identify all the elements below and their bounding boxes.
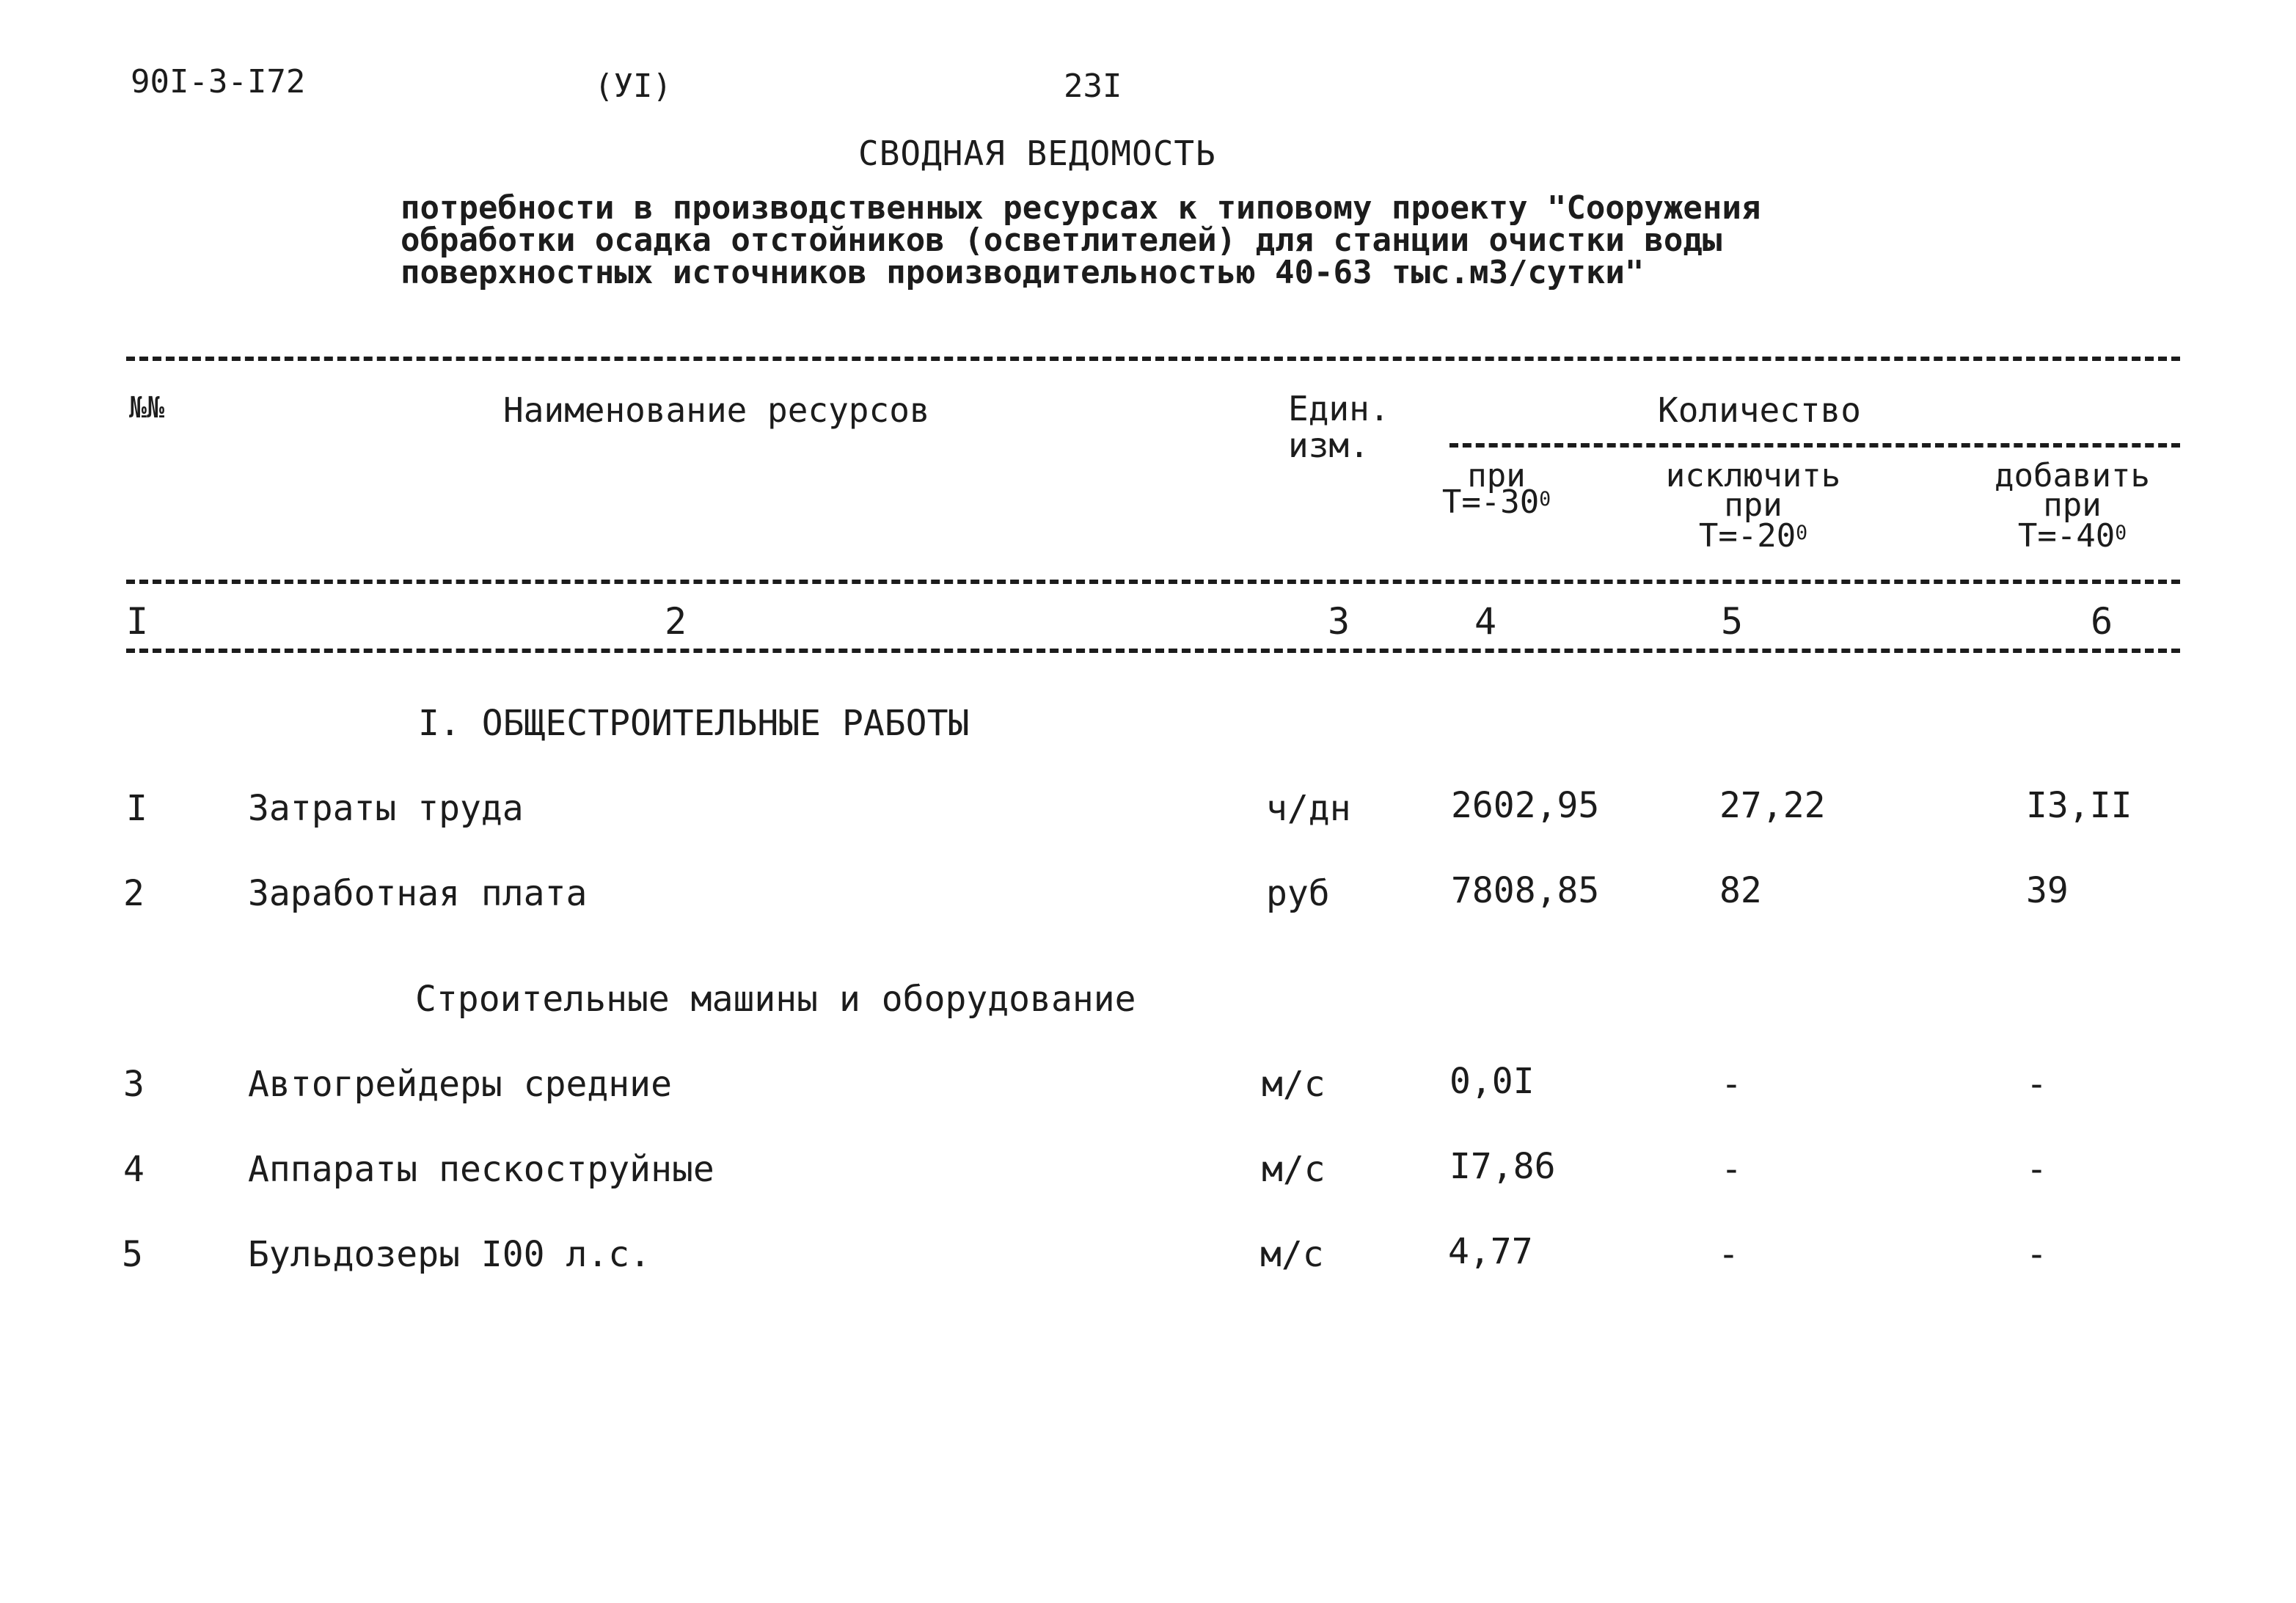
row-4-name: Аппараты пескоструйные — [248, 1149, 714, 1190]
column-number-2: 2 — [665, 600, 687, 643]
column-number-1: I — [126, 600, 149, 643]
row-5-col6: - — [2026, 1234, 2047, 1275]
column-numbers-bottom-rule — [126, 649, 2180, 653]
row-3-name: Автогрейдеры средние — [248, 1064, 672, 1105]
header-unit-line1: Един. — [1288, 389, 1390, 428]
header-quantity: Количество — [1658, 390, 1861, 430]
column-number-5: 5 — [1721, 600, 1744, 643]
subsection-title: Строительные машины и оборудование — [415, 979, 1136, 1020]
subtitle-line-3: поверхностных источников производительностью 40-63 тыс.м3/сутки" — [401, 254, 1645, 291]
row-2-name: Заработная плата — [248, 873, 588, 914]
row-1-col6: I3,II — [2026, 785, 2132, 826]
header-col5-line2: при — [1724, 486, 1783, 524]
row-4-unit: м/с — [1262, 1149, 1326, 1190]
section-mark: (УI) — [594, 67, 672, 105]
document-title: СВОДНАЯ ВЕДОМОСТЬ — [858, 134, 1216, 173]
column-number-3: 3 — [1328, 600, 1350, 643]
header-bottom-rule — [126, 580, 2180, 584]
header-number: №№ — [129, 391, 165, 425]
row-3-col6: - — [2026, 1064, 2047, 1105]
row-1-unit: ч/дн — [1266, 788, 1351, 829]
header-col6-line2: при — [2043, 486, 2102, 524]
header-col4-line1: при — [1467, 457, 1526, 494]
header-name: Наименование ресурсов — [503, 390, 930, 430]
column-number-6: 6 — [2091, 600, 2113, 643]
row-5-number: 5 — [122, 1234, 143, 1275]
header-col4-line2: $Т=-30^0$ — [1441, 483, 1551, 521]
row-5-col4: 4,77 — [1448, 1231, 1533, 1272]
section-title: I. ОБЩЕСТРОИТЕЛЬНЫЕ РАБОТЫ — [418, 703, 970, 744]
table-top-rule — [126, 357, 2180, 361]
row-3-unit: м/с — [1262, 1064, 1326, 1105]
header-col6-line1: добавить — [1995, 457, 2150, 494]
row-1-number: I — [126, 788, 147, 829]
row-5-col5: - — [1718, 1234, 1739, 1275]
row-3-number: 3 — [123, 1064, 145, 1105]
row-5-unit: м/с — [1260, 1234, 1324, 1275]
row-2-col5: 82 — [1719, 870, 1762, 911]
row-3-col5: - — [1721, 1064, 1742, 1105]
row-5-name: Бульдозеры I00 л.с. — [248, 1234, 651, 1275]
column-number-4: 4 — [1474, 600, 1497, 643]
page-number: 23I — [1064, 67, 1122, 105]
header-col5-line1: исключить — [1665, 457, 1841, 494]
row-2-col4: 7808,85 — [1451, 870, 1600, 911]
subtitle-line-1: потребности в производственных ресурсах к типовому проекту "Сооружения — [401, 189, 1761, 227]
row-1-col4: 2602,95 — [1451, 785, 1600, 826]
subtitle-line-2: обработки осадка отстойников (осветлителей) для станции очистки воды — [401, 222, 1722, 259]
header-col6-line3: $Т=-40^0$ — [2017, 517, 2127, 555]
row-3-col4: 0,0I — [1449, 1061, 1535, 1102]
row-2-unit: руб — [1266, 873, 1330, 914]
quantity-subrule — [1449, 443, 2180, 448]
row-4-col5: - — [1721, 1149, 1742, 1190]
row-1-name: Затраты труда — [248, 788, 524, 829]
row-4-col4: I7,86 — [1449, 1146, 1556, 1187]
header-unit-line2: изм. — [1288, 426, 1370, 465]
row-2-number: 2 — [123, 873, 145, 914]
row-2-col6: 39 — [2026, 870, 2069, 911]
document-code: 90I-3-I72 — [131, 63, 306, 101]
row-4-col6: - — [2026, 1149, 2047, 1190]
header-col5-line3: $Т=-20^0$ — [1698, 517, 1808, 555]
row-4-number: 4 — [123, 1149, 145, 1190]
row-1-col5: 27,22 — [1719, 785, 1826, 826]
